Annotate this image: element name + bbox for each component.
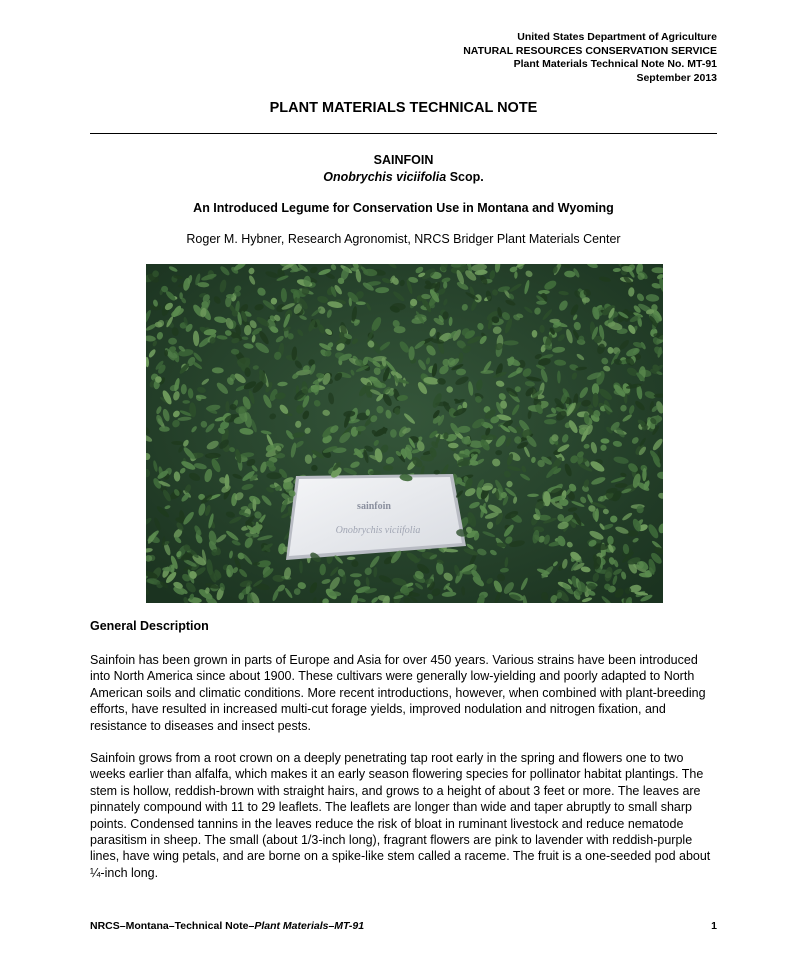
footer-citation-italic: Plant Materials–MT-91 xyxy=(254,920,365,932)
document-subtitle: An Introduced Legume for Conservation Use in Montana and Wyoming xyxy=(193,201,614,215)
leaflet xyxy=(168,338,177,345)
footer-citation-prefix: NRCS–Montana–Technical Note– xyxy=(90,920,255,932)
leaflet xyxy=(503,340,518,345)
sign-common-name: sainfoin xyxy=(357,501,391,512)
page-number: 1 xyxy=(711,920,717,932)
plant-authority: Scop. xyxy=(449,170,484,184)
leaflet xyxy=(462,402,467,409)
leaflet xyxy=(544,419,556,424)
plant-scientific-line xyxy=(90,169,717,186)
leaflet xyxy=(164,350,168,356)
publication-date: September 2013 xyxy=(636,71,717,84)
document-header xyxy=(463,31,717,85)
service-name: NATURAL RESOURCES CONSERVATION SERVICE xyxy=(463,44,717,57)
section-heading-general-description: General Description xyxy=(90,619,209,633)
plant-common-name: SAINFOIN xyxy=(373,153,434,167)
leaflet xyxy=(226,565,233,578)
leaflet xyxy=(230,404,237,410)
leaflet xyxy=(532,330,538,338)
author-line: Roger M. Hybner, Research Agronomist, NRCS Bridger Plant Materials Center xyxy=(186,232,621,246)
leaflet xyxy=(383,465,393,471)
leaflet xyxy=(226,401,230,412)
leaflet xyxy=(536,301,547,305)
plant-scientific-name: Onobrychis viciifolia xyxy=(323,170,447,184)
leaflet xyxy=(339,332,344,339)
technical-note-number: Plant Materials Technical Note No. MT-91 xyxy=(513,58,717,71)
sainfoin-photo xyxy=(146,264,663,603)
title-divider xyxy=(90,133,717,134)
leaflet xyxy=(253,498,257,511)
plant-label-sign xyxy=(286,474,466,560)
agency-name: United States Department of Agriculture xyxy=(517,31,717,43)
document-title: PLANT MATERIALS TECHNICAL NOTE xyxy=(269,100,538,116)
paragraph-morphology: Sainfoin grows from a root crown on a deeply penetrating tap root early in the spring and flowers one to two weeks earlier than alfalfa, which makes it an early season flowering species for pollinator habitat plantings. The stem is hollow, reddish-brown with straight hairs, and grows to a height of about 3 feet or more. The leaves are pinnately compound with 11 to 29 leaflets. The leaflets are longer than wide and taper abruptly to small sharp points. Condensed tannins in the leaves reduce the risk of bloat in ruminant livestock and reduce nematode parasitism in sheep. The small (about 1/3-inch long), fragrant flowers are pink to lavender with reddish-purple lines, have wing petals, and are borne on a spike-like stem called a raceme. The fruit is a one-seeded pod about ¼-inch long. xyxy=(90,751,711,880)
leaflet xyxy=(369,470,381,475)
sign-scientific-name: Onobrychis viciifolia xyxy=(335,525,421,536)
footer-citation xyxy=(90,920,364,932)
paragraph-history: Sainfoin has been grown in parts of Europe and Asia for over 450 years. Various strains have been introduced into North America since about 1900. These cultivars were generally low-yielding and poorly adapted to North American soils and climatic conditions. More recent introductions, however, when combined with plant-breeding efforts, have resulted in increased multi-cut forage yields, improved nodulation and nitrogen fixation, and resistance to diseases and insect pests. xyxy=(90,653,706,733)
